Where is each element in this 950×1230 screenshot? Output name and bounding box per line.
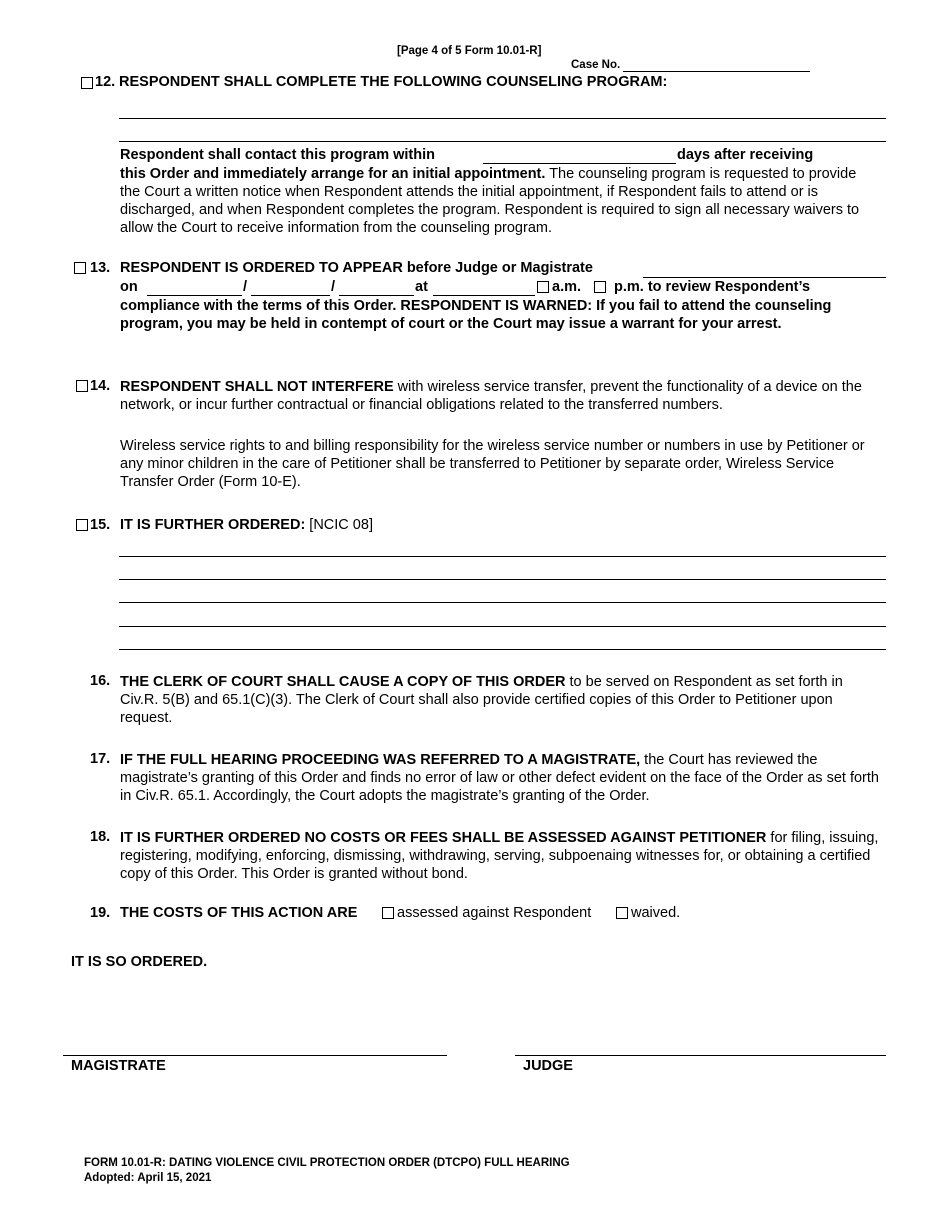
- item-13-warning: compliance with the terms of this Order. RESPONDENT IS WARNED: If you fail to attend the counseling program, you may be held in contempt of court or the Court may issue a warrant for your arrest.: [120, 298, 832, 332]
- item-17-text: [120, 751, 880, 805]
- at-label: at: [415, 279, 428, 295]
- day-field[interactable]: [251, 295, 330, 296]
- am-label: a.m.: [552, 279, 582, 295]
- item-19-number: 19.: [90, 905, 111, 921]
- further-order-line-2[interactable]: [119, 579, 886, 580]
- case-no-field[interactable]: [623, 71, 810, 72]
- judge-magistrate-name-field[interactable]: [643, 277, 886, 278]
- further-order-line-1[interactable]: [119, 556, 886, 557]
- footer-form-title: FORM 10.01-R: DATING VIOLENCE CIVIL PROTECTION ORDER (DTCPO) FULL HEARING: [84, 1157, 570, 1169]
- pm-label: p.m. to review Respondent’s: [614, 279, 811, 295]
- further-order-line-4[interactable]: [119, 626, 886, 627]
- counseling-program-line-1[interactable]: [119, 118, 886, 119]
- assessed-against-respondent-checkbox[interactable]: [382, 907, 394, 919]
- waived-checkbox[interactable]: [616, 907, 628, 919]
- item-16-number: 16.: [90, 673, 111, 689]
- item-15-ncic: [NCIC 08]: [305, 517, 373, 533]
- item-14-number: 14.: [90, 378, 111, 394]
- item-14-body: with wireless service transfer, prevent the functionality of a device on the network, or incur further contractual or financial obligations related to the transferred numbers.: [120, 379, 862, 413]
- item-14-text: [120, 378, 880, 414]
- item-17-number: 17.: [90, 751, 111, 767]
- item-15-checkbox[interactable]: [76, 519, 88, 531]
- item-18-number: 18.: [90, 829, 111, 845]
- item-13-number: 13.: [90, 260, 111, 276]
- judge-signature-line[interactable]: [515, 1055, 886, 1056]
- item-12-number: 12.: [95, 74, 116, 90]
- judge-label: JUDGE: [523, 1058, 573, 1074]
- time-field[interactable]: [433, 295, 535, 296]
- further-order-line-5[interactable]: [119, 649, 886, 650]
- item-16-text: [120, 673, 880, 727]
- item-19-bold: THE COSTS OF THIS ACTION ARE: [120, 905, 358, 921]
- year-field[interactable]: [339, 295, 414, 296]
- item-17-body: the Court has reviewed the magistrate’s granting of this Order and finds no error of law or other defect evident on the face of the Order as set forth in Civ.R. 65.1. Accordingly, the Court adopts the magistrate’s granting of the Order.: [120, 752, 879, 804]
- assessed-label: assessed against Respondent: [397, 905, 592, 921]
- item-14-para2: Wireless service rights to and billing responsibility for the wireless service number or numbers in use by Petitioner or any minor children in the care of Petitioner shall be transferred to Petitioner by separate order, Wireless Service Transfer Order (Form 10-E).: [120, 438, 865, 490]
- contact-suffix: days after receiving: [677, 147, 814, 163]
- month-field[interactable]: [147, 295, 242, 296]
- item-14-bold: RESPONDENT SHALL NOT INTERFERE: [120, 379, 394, 395]
- magistrate-signature-line[interactable]: [63, 1055, 447, 1056]
- footer-adopted: Adopted: April 15, 2021: [84, 1172, 212, 1184]
- magistrate-label: MAGISTRATE: [71, 1058, 166, 1074]
- item-13-checkbox[interactable]: [74, 262, 86, 274]
- item-15-number: 15.: [90, 517, 111, 533]
- item-12-title: RESPONDENT SHALL COMPLETE THE FOLLOWING COUNSELING PROGRAM:: [119, 74, 668, 90]
- item-18-bold: IT IS FURTHER ORDERED NO COSTS OR FEES SHALL BE ASSESSED AGAINST PETITIONER: [120, 830, 767, 846]
- item-14-checkbox[interactable]: [76, 380, 88, 392]
- on-label: on: [120, 279, 138, 295]
- item-15-bold: IT IS FURTHER ORDERED:: [120, 517, 306, 533]
- contact-prefix: Respondent shall contact this program within: [120, 147, 435, 163]
- item-16-body: to be served on Respondent as set forth in Civ.R. 5(B) and 65.1(C)(3). The Clerk of Court shall also provide certified copies of this Order to Petitioner upon request.: [120, 674, 843, 726]
- date-slash-1: /: [243, 279, 248, 295]
- item-12-checkbox[interactable]: [81, 77, 93, 89]
- item-13-line1: RESPONDENT IS ORDERED TO APPEAR before Judge or Magistrate: [120, 260, 593, 276]
- counseling-program-line-2[interactable]: [119, 141, 886, 142]
- page-label: [Page 4 of 5 Form 10.01-R]: [397, 45, 542, 57]
- item-17-bold: IF THE FULL HEARING PROCEEDING WAS REFERRED TO A MAGISTRATE,: [120, 752, 641, 768]
- case-no-label: Case No.: [571, 59, 621, 71]
- item-18-text: [120, 829, 884, 883]
- item-18-body: for filing, issuing, registering, modifying, enforcing, dismissing, withdrawing, serving, subpoenaing witnesses for, or obtaining a certified copy of this Order. This Order is granted without bond.: [120, 830, 879, 882]
- am-checkbox[interactable]: [537, 281, 549, 293]
- so-ordered: IT IS SO ORDERED.: [71, 954, 208, 970]
- item-12-body: [120, 165, 880, 237]
- contact-days-field[interactable]: [483, 163, 676, 164]
- further-order-line-3[interactable]: [119, 602, 886, 603]
- waived-label: waived.: [631, 905, 681, 921]
- date-slash-2: /: [331, 279, 336, 295]
- pm-checkbox[interactable]: [594, 281, 606, 293]
- item-16-bold: THE CLERK OF COURT SHALL CAUSE A COPY OF THIS ORDER: [120, 674, 566, 690]
- item-12-bold-line: this Order and immediately arrange for an initial appointment.: [120, 166, 546, 182]
- item-12-body-text: The counseling program is requested to provide the Court a written notice when Respondent attends the initial appointment, if Respondent fails to attend or is discharged, and when Respondent completes the program. Respondent is required to sign all necessary waivers to allow the Court to receive information from the counseling program.: [120, 166, 860, 236]
- item-15-text: [120, 517, 373, 533]
